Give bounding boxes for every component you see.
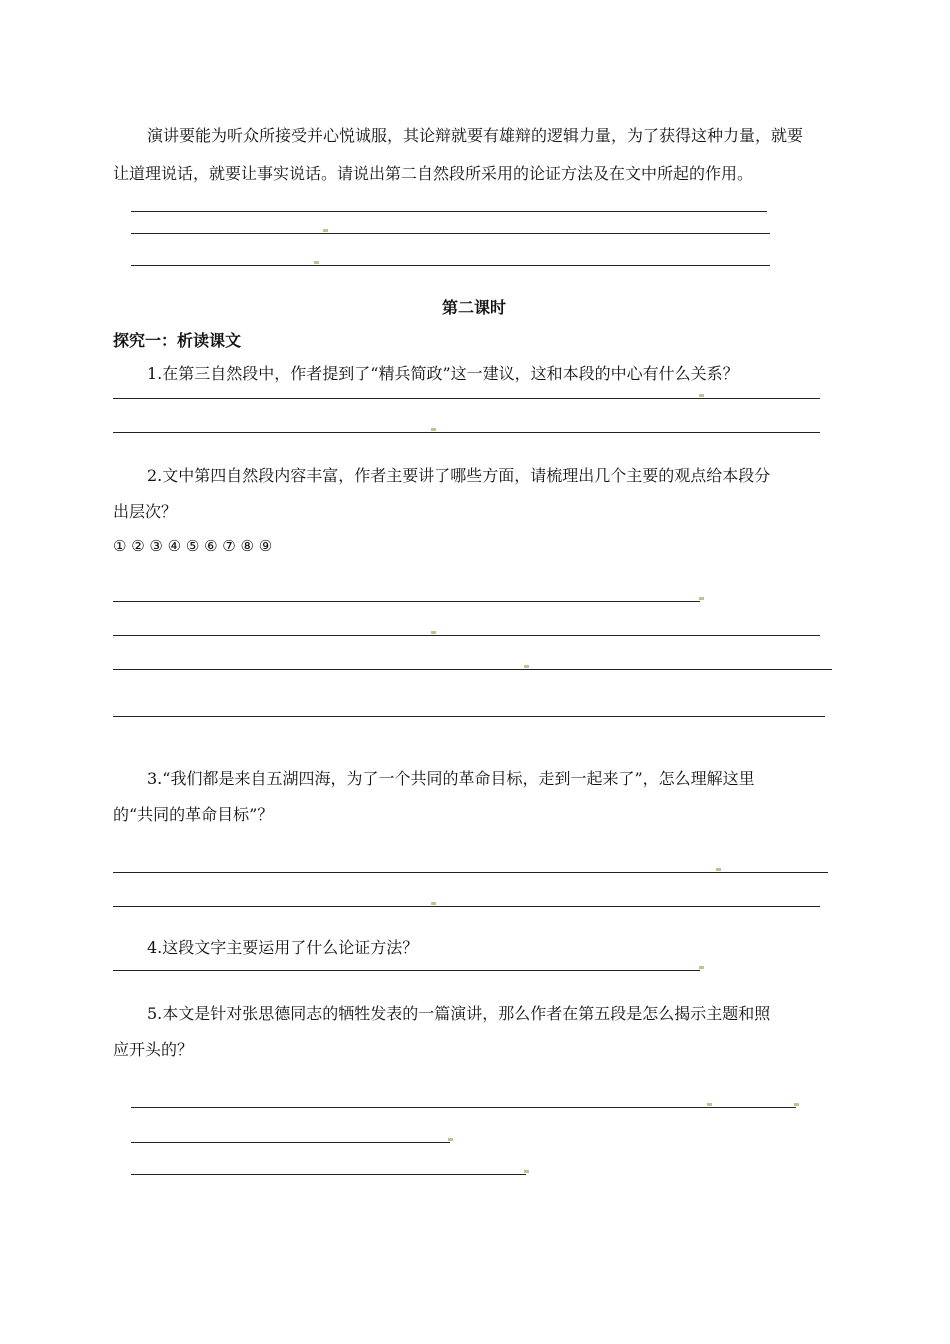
answer-line[interactable]	[131, 1107, 796, 1108]
line-marker	[431, 428, 436, 431]
answer-line[interactable]	[113, 970, 700, 971]
answer-line[interactable]	[113, 432, 820, 433]
question-4: 4.这段文字主要运用了什么论证方法？	[147, 938, 419, 957]
line-marker	[431, 631, 436, 634]
line-marker	[699, 966, 704, 969]
line-marker	[699, 394, 704, 397]
line-marker	[431, 902, 436, 905]
question-2-line-1: 2.文中第四自然段内容丰富，作者主要讲了哪些方面，请梳理出几个主要的观点给本段分	[147, 466, 771, 485]
question-3-line-1: 3.“我们都是来自五湖四海，为了一个共同的革命目标，走到一起来了”，怎么理解这里	[147, 769, 755, 788]
question-5-line-1: 5.本文是针对张思德同志的牺牲发表的一篇演讲，那么作者在第五段是怎么揭示主题和照	[147, 1004, 771, 1023]
answer-line[interactable]	[113, 906, 820, 907]
answer-line[interactable]	[113, 669, 832, 670]
line-marker	[716, 868, 721, 871]
line-marker	[699, 597, 704, 600]
answer-line[interactable]	[131, 1142, 450, 1143]
answer-line[interactable]	[113, 398, 820, 399]
lesson-title: 第二课时	[442, 298, 507, 317]
section-title: 探究一：析读课文	[113, 331, 242, 350]
answer-line[interactable]	[131, 233, 770, 234]
answer-line[interactable]	[113, 635, 820, 636]
question-3-line-2: 的“共同的革命目标”？	[113, 805, 274, 824]
line-marker	[524, 665, 529, 668]
line-marker	[707, 1103, 712, 1106]
answer-line[interactable]	[113, 716, 825, 717]
answer-line[interactable]	[131, 211, 767, 212]
intro-line-2: 让道理说话，就要让事实说话。请说出第二自然段所采用的论证方法及在文中所起的作用。	[113, 164, 754, 183]
numbered-markers: ① ② ③ ④ ⑤ ⑥ ⑦ ⑧ ⑨	[113, 537, 273, 555]
answer-line[interactable]	[131, 1174, 526, 1175]
answer-line[interactable]	[113, 601, 700, 602]
line-marker	[323, 229, 328, 232]
line-marker	[524, 1170, 529, 1173]
line-marker	[448, 1138, 453, 1141]
question-2-line-2: 出层次？	[113, 502, 178, 521]
line-marker	[314, 261, 319, 264]
answer-line[interactable]	[113, 872, 828, 873]
line-marker	[794, 1103, 799, 1106]
question-1: 1.在第三自然段中，作者提到了“精兵简政”这一建议，这和本段的中心有什么关系？	[147, 364, 739, 383]
intro-line-1: 演讲要能为听众所接受并心悦诚服，其论辩就要有雄辩的逻辑力量，为了获得这种力量，就要	[147, 126, 804, 145]
answer-line[interactable]	[131, 265, 770, 266]
question-5-line-2: 应开头的？	[113, 1040, 194, 1059]
